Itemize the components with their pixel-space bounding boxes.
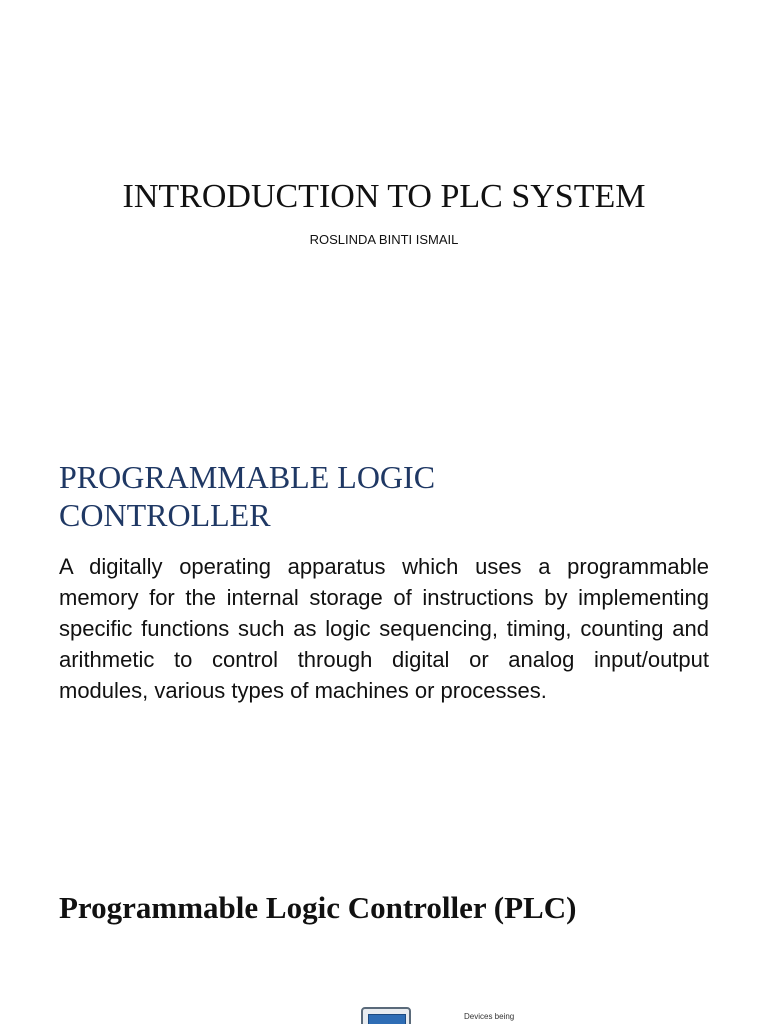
- monitor-screen: [368, 1014, 406, 1024]
- section-heading-plc: [59, 458, 709, 534]
- computer-monitor-icon: [361, 1007, 411, 1024]
- diagram-caption: Devices being: [464, 1012, 515, 1021]
- plc-definition-paragraph: A digitally operating apparatus which uses a programmable memory for the internal storage of instructions by implementing specific functions such as logic sequencing, timing, counting and arithmetic to control through digital or analog input/output modules, various types of machines or processes.: [59, 554, 709, 703]
- section-heading-line-1: PROGRAMMABLE LOGIC: [59, 459, 436, 495]
- document-title: INTRODUCTION TO PLC SYSTEM: [122, 178, 646, 215]
- section-heading-line-2: CONTROLLER: [59, 497, 271, 533]
- title-slide: [0, 0, 768, 420]
- author-name: ROSLINDA BINTI ISMAIL: [309, 232, 459, 247]
- section-heading-plc-diagram: Programmable Logic Controller (PLC): [59, 890, 577, 925]
